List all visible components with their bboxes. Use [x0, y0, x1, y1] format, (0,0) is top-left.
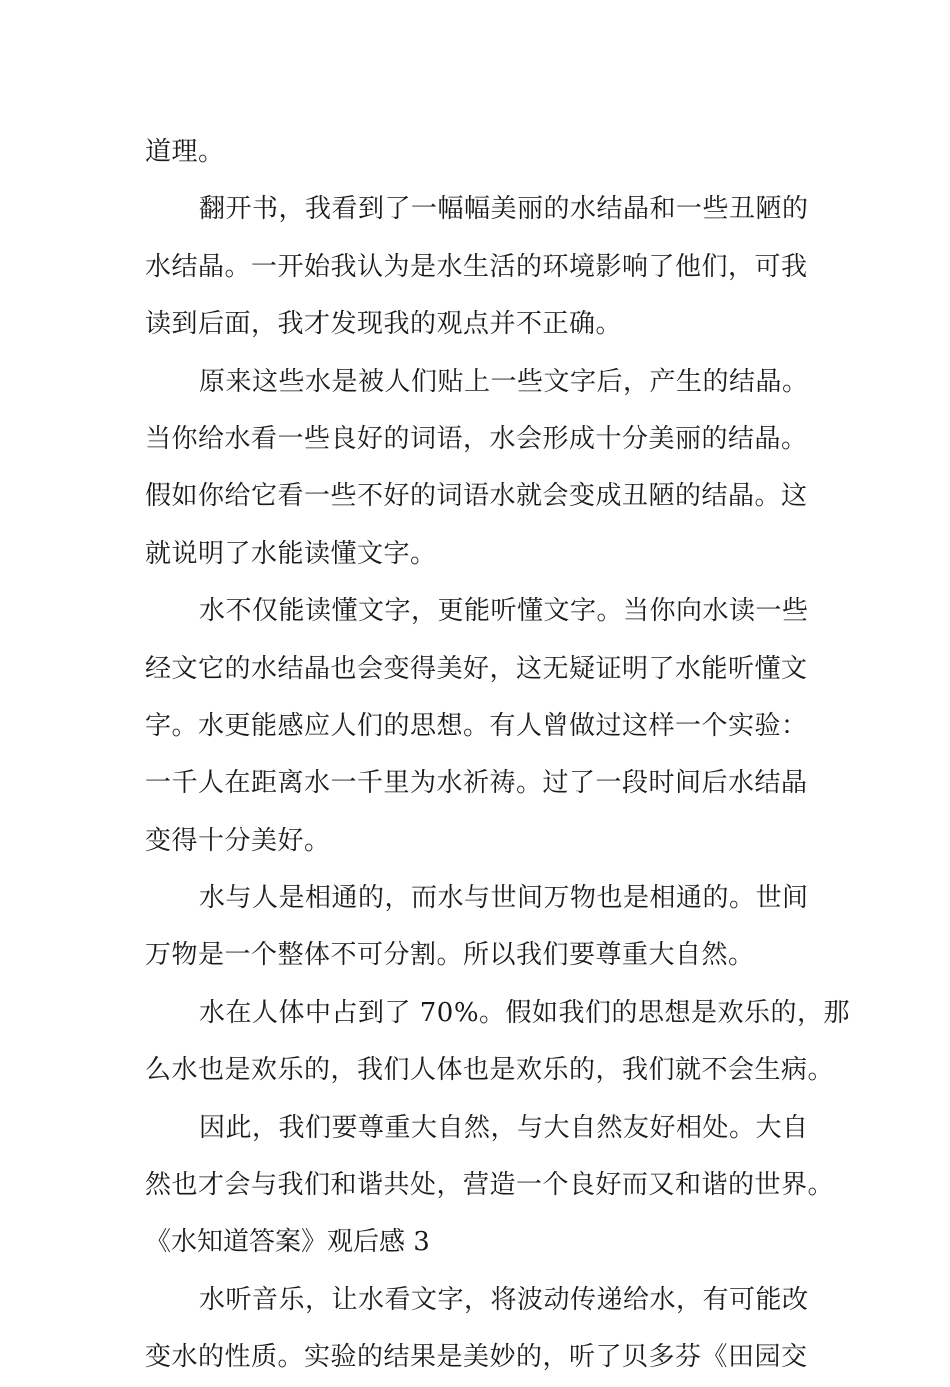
- document-page: [145, 124, 851, 1387]
- text-line: 字。水更能感应人们的思想。有人曾做过这样一个实验：: [145, 710, 808, 741]
- text-line: 就说明了水能读懂文字。: [145, 538, 437, 569]
- text-line: 读到后面，我才发现我的观点并不正确。: [145, 309, 623, 340]
- paragraph-start-line: 水在人体中占到了 70%。假如我们的思想是欢乐的，那: [199, 997, 851, 1028]
- text-line: 么水也是欢乐的，我们人体也是欢乐的，我们就不会生病。: [145, 1055, 835, 1086]
- paragraph-start-line: 水不仅能读懂文字，更能听懂文字。当你向水读一些: [199, 596, 809, 627]
- text-line: 当你给水看一些良好的词语，水会形成十分美丽的结晶。: [145, 423, 808, 454]
- text-line: 道理。: [145, 137, 225, 167]
- text-line: 水结晶。一开始我认为是水生活的环境影响了他们，可我: [145, 251, 808, 282]
- paragraph-start-line: 因此，我们要尊重大自然，与大自然友好相处。大自: [199, 1112, 809, 1143]
- text-line: 万物是一个整体不可分割。所以我们要尊重大自然。: [145, 940, 755, 971]
- paragraph-start-line: 翻开书，我看到了一幅幅美丽的水结晶和一些丑陋的: [199, 194, 809, 225]
- paragraph-start-line: 原来这些水是被人们贴上一些文字后，产生的结晶。: [199, 366, 809, 397]
- text-line: 假如你给它看一些不好的词语水就会变成丑陋的结晶。这: [145, 481, 808, 512]
- text-line: 然也才会与我们和谐共处，营造一个良好而又和谐的世界。: [145, 1170, 835, 1201]
- text-line: 变水的性质。实验的结果是美妙的，听了贝多芬《田园交: [145, 1342, 808, 1373]
- text-line: 经文它的水结晶也会变得美好，这无疑证明了水能听懂文: [145, 653, 808, 684]
- text-line: 一千人在距离水一千里为水祈祷。过了一段时间后水结晶: [145, 768, 808, 799]
- paragraph-start-line: 水与人是相通的，而水与世间万物也是相通的。世间: [199, 883, 809, 914]
- paragraph-start-line: 水听音乐，让水看文字，将波动传递给水，有可能改: [199, 1284, 809, 1315]
- section-heading: 《水知道答案》观后感 3: [145, 1227, 430, 1258]
- text-line: 变得十分美好。: [145, 825, 331, 856]
